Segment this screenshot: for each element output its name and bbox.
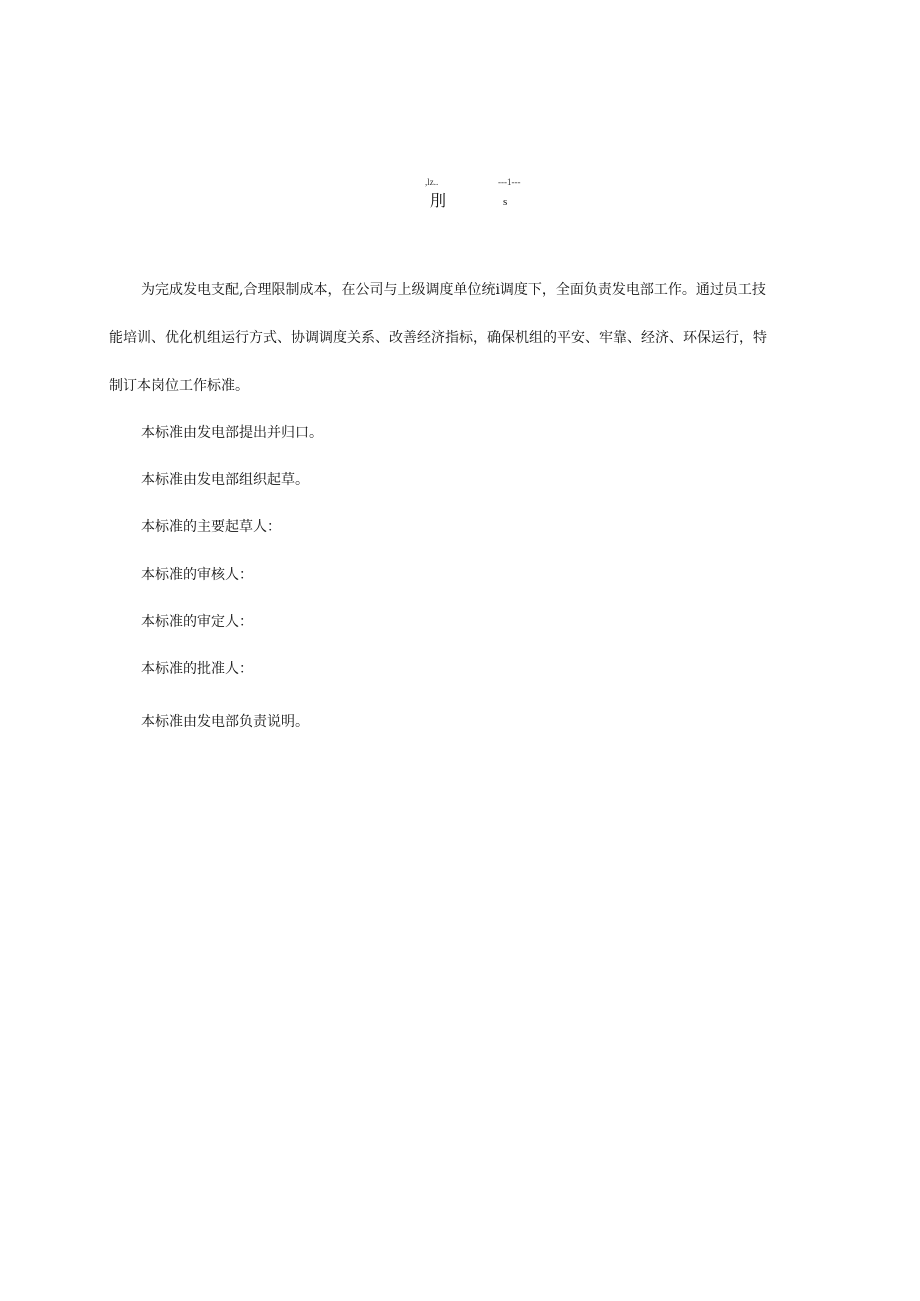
statement-main-drafters: 本标准的主要起草人：	[141, 519, 281, 535]
statement-drafting-org: 本标准由发电部组织起草。	[141, 472, 309, 488]
intro-paragraph	[109, 278, 833, 399]
statement-interpretation: 本标准由发电部负责说明。	[141, 714, 309, 730]
intro-line-1: 为完成发电支配,合理限制成本，在公司与上级调度单位统i调度下，全面负责发电部工作。通过员工技	[141, 282, 766, 298]
statement-reviewers: 本标准的审核人：	[141, 567, 253, 583]
statement-approvers: 本标准的批准人：	[141, 661, 253, 677]
intro-line-2: 能培训、优化机组运行方式、协调调度关系、改善经济指标，确保机组的平安、牢靠、经济、环保运行，特	[109, 330, 767, 346]
statement-proposer: 本标准由发电部提出并归口。	[141, 425, 323, 441]
statement-verifiers: 本标准的审定人：	[141, 614, 253, 630]
header-small-mark-left: ,lz..	[425, 177, 439, 187]
header-small-mark-right: ---1---	[498, 177, 521, 187]
page-title: 刖	[430, 191, 447, 210]
intro-line-3: 制订本岗位工作标准。	[109, 378, 249, 394]
page-title-suffix: s	[503, 196, 508, 208]
